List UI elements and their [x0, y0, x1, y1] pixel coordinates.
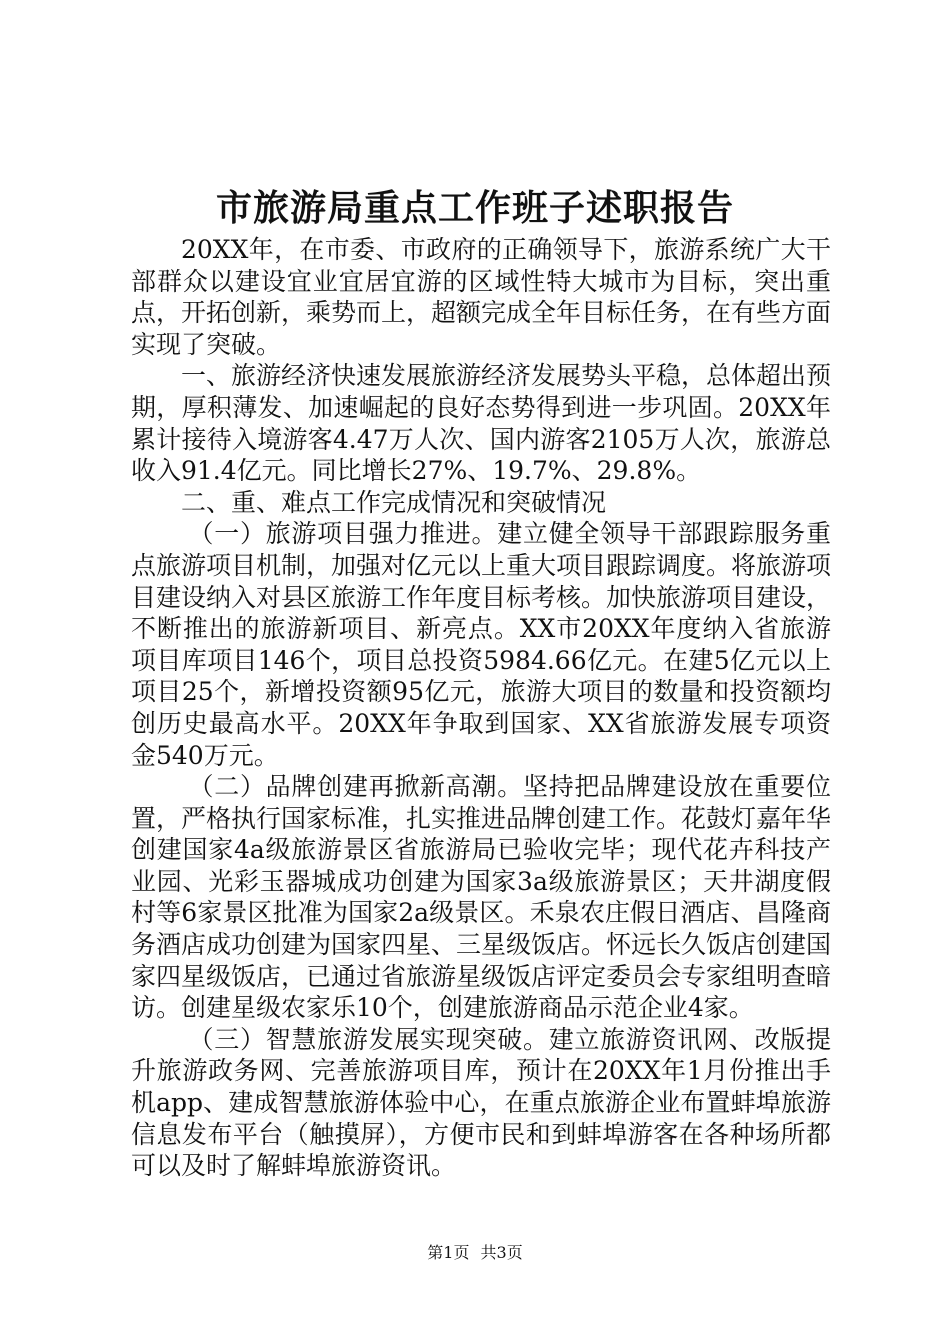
paragraph-item-3: （三）智慧旅游发展实现突破。建立旅游资讯网、改版提升旅游政务网、完善旅游项目库，预计在20XX年1月份推出手机app、建成智慧旅游体验中心，在重点旅游企业布置蚌埠旅游信息发布平台（触摸屏），方便市民和到蚌埠游客在各种场所都可以及时了解蚌埠旅游资讯。 — [131, 1024, 831, 1181]
page-footer — [0, 1242, 950, 1264]
paragraph-section-1: 一、旅游经济快速发展旅游经济发展势头平稳，总体超出预期，厚积薄发、加速崛起的良好态势得到进一步巩固。20XX年累计接待入境游客4.47万人次、国内游客2105万人次，旅游总收入91.4亿元。同比增长27%、19.7%、29.8%。 — [131, 361, 832, 486]
paragraph-item-1: （一）旅游项目强力推进。建立健全领导干部跟踪服务重点旅游项目机制，加强对亿元以上重大项目跟踪调度。将旅游项目建设纳入对县区旅游工作年度目标考核。加快旅游项目建设，不断推出的旅游新项目、新亮点。XX市20XX年度纳入省旅游项目库项目146个，项目总投资5984.66亿元。在建5亿元以上项目25个，新增投资额95亿元，旅游大项目的数量和投资额均创历史最高水平。20XX年争取到国家、XX省旅游发展专项资金540万元。 — [131, 519, 832, 770]
document-body — [131, 234, 831, 1182]
paragraph-intro: 20XX年，在市委、市政府的正确领导下，旅游系统广大干部群众以建设宜业宜居宜游的区域性特大城市为目标，突出重点，开拓创新，乘势而上，超额完成全年目标任务，在有些方面实现了突破。 — [131, 235, 832, 359]
paragraph-section-2-heading: 二、重、难点工作完成情况和突破情况 — [181, 487, 607, 517]
document-title: 市旅游局重点工作班子述职报告 — [215, 187, 734, 229]
page-total: 共3页 — [480, 1243, 523, 1262]
paragraph-item-2: （二）品牌创建再掀新高潮。坚持把品牌建设放在重要位置，严格执行国家标准，扎实推进品牌创建工作。花鼓灯嘉年华创建国家4a级旅游景区省旅游局已验收完毕；现代花卉科技产业园、光彩玉器城成功创建为国家3a级旅游景区；天井湖度假村等6家景区批准为国家2a级景区。禾泉农庄假日酒店、昌隆商务酒店成功创建为国家四星、三星级饭店。怀远长久饭店创建国家四星级饭店，已通过省旅游星级饭店评定委员会专家组明查暗访。创建星级农家乐10个，创建旅游商品示范企业4家。 — [131, 772, 832, 1023]
page-number: 第1页 — [427, 1243, 470, 1262]
